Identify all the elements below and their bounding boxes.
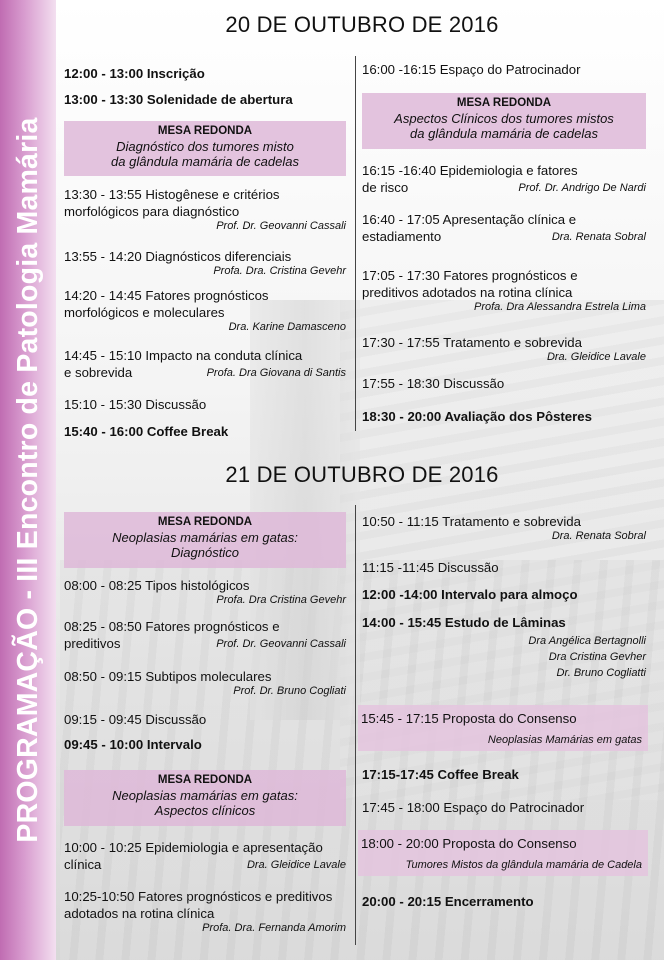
mesa-redonda-day2-a: MESA REDONDA Neoplasias mamárias em gatas: Diagnóstico <box>64 512 346 568</box>
talk-impacto-conduta: 14:45 - 15:10 Impacto na conduta clínica e sobrevida Profa. Dra Giovana di Santis <box>64 348 346 380</box>
coffee-break-day2: 17:15-17:45 Coffee Break <box>362 767 519 782</box>
day2-divider <box>355 505 356 945</box>
talk-subtipos-moleculares: 08:50 - 09:15 Subtipos moleculares Prof. Dr. Bruno Cogliati <box>64 669 346 697</box>
proposta-consenso-cadela: 18:00 - 20:00 Proposta do Consenso Tumores Mistos da glândula mamária de Cadela <box>358 830 648 876</box>
talk-tipos-histologicos: 08:00 - 08:25 Tipos histológicos Profa. Dra Cristina Gevehr <box>64 578 346 606</box>
intervalo-almoco: 12:00 -14:00 Intervalo para almoço <box>362 587 578 602</box>
proposta-consenso-gatas: 15:45 - 17:15 Proposta do Consenso Neoplasias Mamárias em gatas <box>358 705 648 751</box>
speaker-bertagnolli: Dra Angélica Bertagnolli <box>528 635 646 647</box>
day2-title: 21 DE OUTUBRO DE 2016 <box>225 462 499 487</box>
talk-discussao-day1-a: 15:10 - 15:30 Discussão <box>64 397 207 412</box>
speaker-gevher: Dra Cristina Gevher <box>548 651 646 663</box>
talk-discussao-day2-a: 09:15 - 09:45 Discussão <box>64 712 207 727</box>
talk-fatores-prognosticos: 14:20 - 14:45 Fatores prognósticos morfológicos e moleculares Dra. Karine Damasceno <box>64 288 346 333</box>
avaliacao-posteres: 18:30 - 20:00 Avaliação dos Pôsteres <box>362 409 592 424</box>
talk-tratamento-gatas: 10:50 - 11:15 Tratamento e sobrevida Dra. Renata Sobral <box>362 514 646 542</box>
talk-fatores-preditivos-day1: 17:05 - 17:30 Fatores prognósticos e preditivos adotados na rotina clínica Profa. Dra Alessandra Estrela Lima <box>362 268 646 313</box>
sidebar-title: PROGRAMAÇÃO - III Encontro de Patologia Mamária <box>12 117 44 843</box>
intervalo-day2: 09:45 - 10:00 Intervalo <box>64 737 202 752</box>
talk-diagnosticos-diferenciais: 13:55 - 14:20 Diagnósticos diferenciais Profa. Dra. Cristina Gevehr <box>64 249 346 277</box>
estudo-de-laminas: 14:00 - 15:45 Estudo de Lâminas Dra Angélica Bertagnolli Dra Cristina Gevher Dr. Bruno Cogliatti <box>362 614 646 682</box>
talk-apresentacao-clinica: 16:40 - 17:05 Apresentação clínica e estadiamento Dra. Renata Sobral <box>362 212 646 244</box>
espaco-patrocinador-day1: 16:00 -16:15 Espaço do Patrocinador <box>362 62 581 77</box>
mesa-redonda-day1-a: MESA REDONDA Diagnóstico dos tumores misto da glândula mamária de cadelas <box>64 121 346 176</box>
talk-fatores-prognosticos-gatas: 08:25 - 08:50 Fatores prognósticos e preditivos Prof. Dr. Geovanni Cassali <box>64 619 346 651</box>
coffee-break-day1: 15:40 - 16:00 Coffee Break <box>64 424 229 439</box>
espaco-patrocinador-day2: 17:45 - 18:00 Espaço do Patrocinador <box>362 800 585 815</box>
talk-discussao-day1-b: 17:55 - 18:30 Discussão <box>362 376 505 391</box>
mesa-redonda-day2-b: MESA REDONDA Neoplasias mamárias em gatas: Aspectos clínicos <box>64 770 346 826</box>
talk-histogenese: 13:30 - 13:55 Histogênese e critérios morfológicos para diagnóstico Prof. Dr. Geovanni Cassali <box>64 187 346 232</box>
talk-epidemiologia-day1: 16:15 -16:40 Epidemiologia e fatores de risco Prof. Dr. Andrigo De Nardi <box>362 163 646 195</box>
talk-discussao-day2-b: 11:15 -11:45 Discussão <box>362 560 499 575</box>
schedule-item-solenidade: 13:00 - 13:30 Solenidade de abertura <box>64 92 293 107</box>
day1-title: 20 DE OUTUBRO DE 2016 <box>225 12 499 37</box>
talk-tratamento-day1: 17:30 - 17:55 Tratamento e sobrevida Dra. Gleidice Lavale <box>362 335 646 363</box>
sidebar <box>0 0 56 960</box>
talk-epidemiologia-gatas: 10:00 - 10:25 Epidemiologia e apresentação clínica Dra. Gleidice Lavale <box>64 840 346 872</box>
day1-divider <box>355 56 356 431</box>
talk-fatores-preditivos-gatas: 10:25-10:50 Fatores prognósticos e preditivos adotados na rotina clínica Profa. Dra. Fernanda Amorim <box>64 889 346 934</box>
speaker-cogliatti: Dr. Bruno Cogliatti <box>556 667 646 679</box>
mesa-redonda-day1-b: MESA REDONDA Aspectos Clínicos dos tumores mistos da glândula mamária de cadelas <box>362 93 646 149</box>
schedule-item-inscricao: 12:00 - 13:00 Inscrição <box>64 66 205 81</box>
encerramento: 20:00 - 20:15 Encerramento <box>362 894 534 909</box>
